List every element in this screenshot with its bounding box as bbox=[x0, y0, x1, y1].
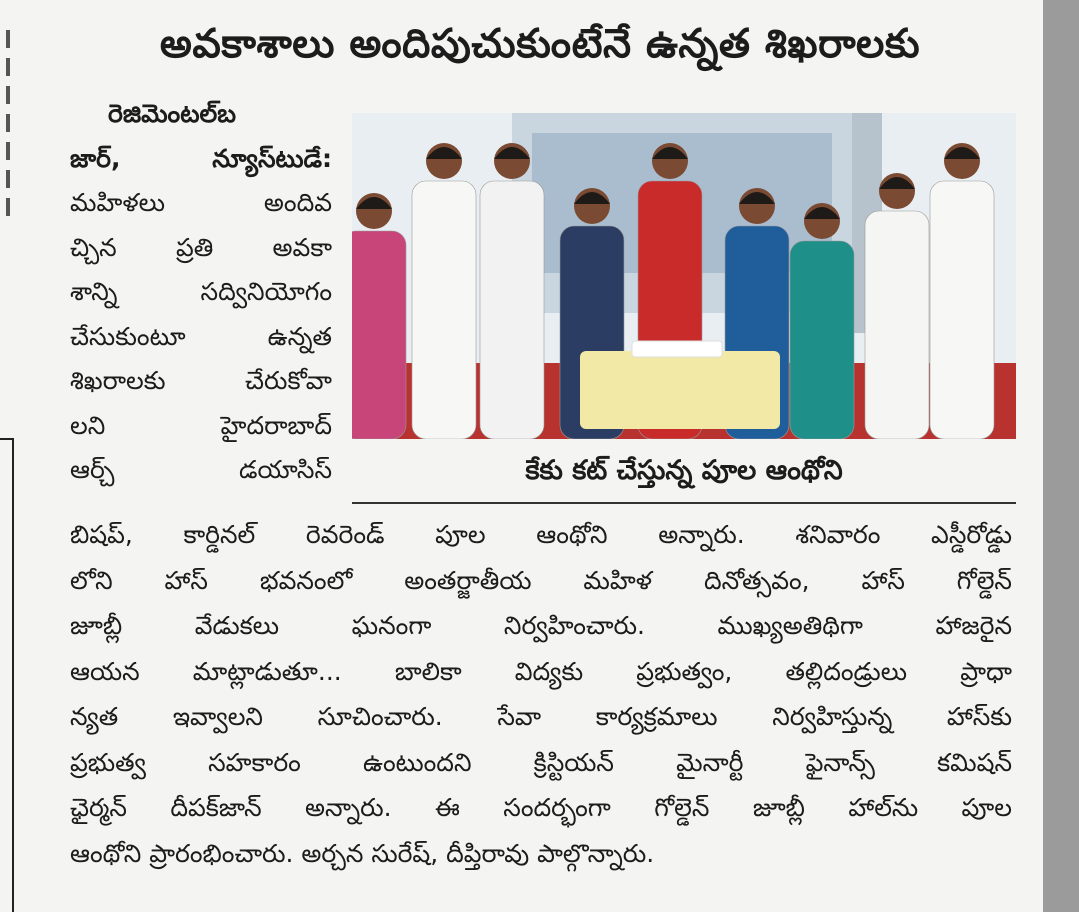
text-line: చేసుకుంటూ ఉన్నత bbox=[70, 321, 332, 351]
cake-table bbox=[580, 341, 780, 429]
text-line: ప్రభుత్వ సహకారం ఉంటుందని క్రిస్టియన్‌ మైనార్టీ ఫైనాన్స్‌ కమిషన్‌ bbox=[70, 747, 1012, 777]
text-line: మహిళలు అందివ bbox=[70, 188, 332, 217]
article-body bbox=[70, 512, 1012, 876]
photo-caption: కేకు కట్‌ చేస్తున్న పూల ఆంథోని bbox=[525, 455, 843, 486]
text-line: బిషప్‌, కార్డినల్‌ రెవరెండ్‌ పూల ఆంథోని అన్నారు. శనివారం ఎస్డీరోడ్డు bbox=[70, 520, 1012, 549]
event-photo-illustration bbox=[352, 113, 1016, 439]
person-figure bbox=[930, 143, 994, 439]
text-line: లోని హాస్‌ భవనంలో అంతర్జాతీయ మహిళ దినోత్సవం, హాస్‌ గోల్డెన్‌ bbox=[70, 565, 1012, 595]
page-edge-strip bbox=[1043, 0, 1079, 912]
text-line: ఆయన మాట్లాడుతూ... బాలికా విద్యకు ప్రభుత్వం, తల్లిదండ్రులు ప్రాధా bbox=[70, 656, 1012, 686]
person-figure bbox=[865, 173, 929, 439]
dateline: రెజిమెంటల్‌బ bbox=[108, 99, 237, 128]
article-headline: అవకాశాలు అందిపుచుకుంటేనే ఉన్నత శిఖరాలకు bbox=[159, 21, 921, 67]
text-line: శిఖరాలకు చేరుకోవా bbox=[70, 366, 332, 395]
lead-paragraph bbox=[70, 92, 332, 493]
text-line: న్యత ఇవ్వాలని సూచించారు. సేవా కార్యక్రమాలు నిర్వహిస్తున్న హాస్‌కు bbox=[70, 702, 1012, 731]
text-line: ఆంథోని ప్రారంభించారు. అర్చన సురేష్‌, దీప్తిరావు పాల్గొన్నారు. bbox=[70, 838, 655, 868]
text-line: చ్చిన ప్రతి అవకా bbox=[70, 232, 332, 262]
dateline: జార్‌, న్యూస్‌టుడే: bbox=[70, 143, 332, 173]
adjacent-column-fragment bbox=[0, 20, 12, 320]
text-line: ఛైర్మన్‌ దీపక్‌జాన్‌ అన్నారు. ఈ సందర్భంగా గోల్డెన్‌ జూబ్లీ హాల్‌ను పూల bbox=[70, 793, 1012, 822]
text-line: శాన్ని సద్వినియోగం bbox=[70, 277, 332, 306]
adjacent-box-border bbox=[0, 438, 14, 912]
person-figure bbox=[480, 143, 544, 439]
news-photo bbox=[352, 113, 1016, 439]
person-figure bbox=[412, 143, 476, 439]
text-line: జూబ్లీ వేడుకలు ఘనంగా నిర్వహించారు. ముఖ్యఅతిథిగా హాజరైన bbox=[70, 611, 1012, 640]
caption-divider bbox=[352, 502, 1016, 504]
text-line: ఆర్చ్‌ డయాసిస్‌ bbox=[70, 455, 332, 484]
text-line: లని హైదరాబాద్‌ bbox=[70, 410, 332, 440]
